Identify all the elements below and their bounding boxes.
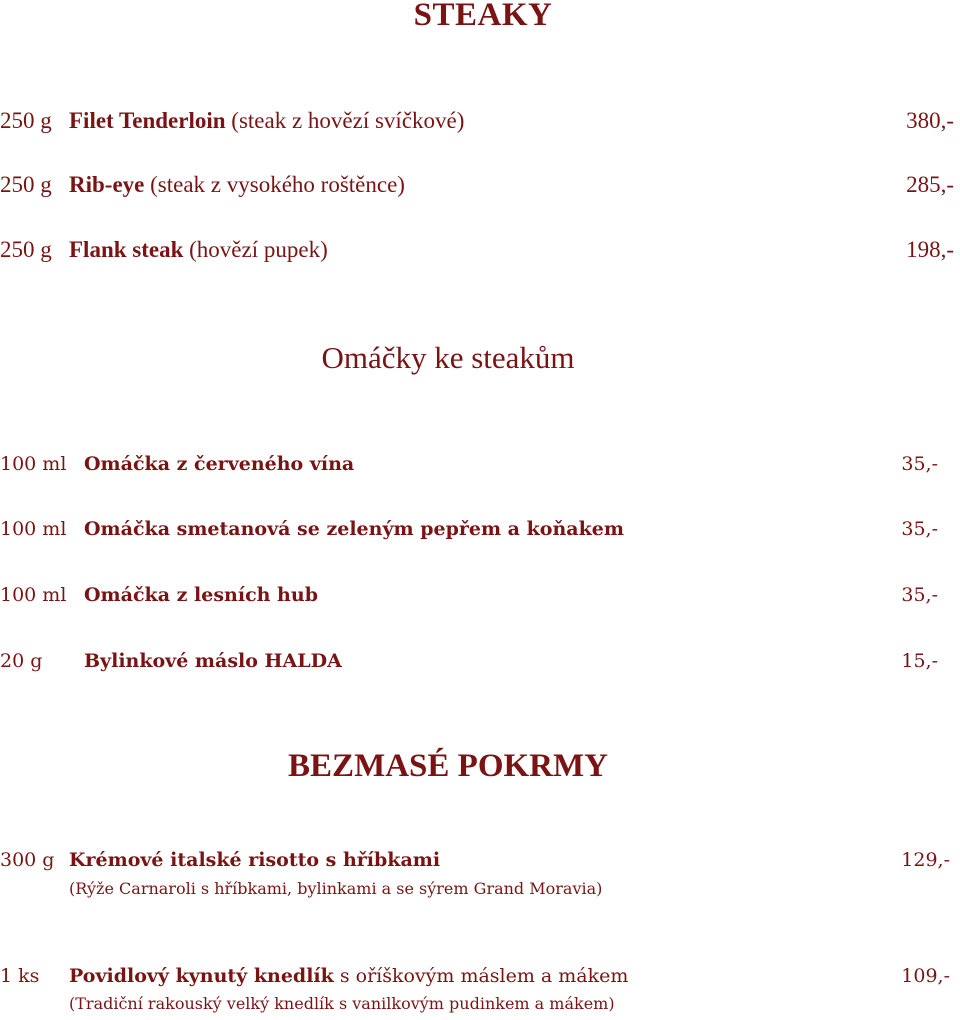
steak-price: 285,- bbox=[906, 172, 954, 197]
dish-name-line bbox=[69, 849, 440, 871]
dish-qty: 1 ks bbox=[0, 965, 40, 987]
sauce-name: Bylinkové máslo HALDA bbox=[84, 650, 342, 672]
steak-name: Rib-eye bbox=[69, 172, 145, 197]
sauce-name: Omáčka smetanová se zeleným pepřem a koňakem bbox=[84, 518, 624, 540]
steak-name-line bbox=[69, 108, 464, 134]
steak-qty: 250 g bbox=[0, 172, 52, 197]
sauce-name: Omáčka z lesních hub bbox=[84, 584, 318, 606]
sauce-qty: 100 ml bbox=[0, 453, 67, 475]
steak-name: Flank steak bbox=[69, 237, 184, 262]
dish-name: Povidlový kynutý knedlík bbox=[69, 965, 334, 987]
steak-price: 198,- bbox=[906, 237, 954, 262]
dish-name-line bbox=[69, 965, 628, 987]
section-title-steaky: STEAKY bbox=[413, 0, 553, 33]
steak-note: (hovězí pupek) bbox=[183, 237, 328, 262]
sauce-qty: 100 ml bbox=[0, 584, 67, 606]
dish-name: Krémové italské risotto s hříbkami bbox=[69, 849, 441, 871]
steak-note: (steak z vysokého roštěnce) bbox=[144, 172, 405, 197]
dish-name-rest: s oříškovým máslem a mákem bbox=[333, 965, 629, 987]
steak-qty: 250 g bbox=[0, 237, 52, 262]
dish-qty: 300 g bbox=[0, 849, 55, 871]
dish-price: 109,- bbox=[901, 965, 950, 987]
sauce-name: Omáčka z červeného vína bbox=[84, 453, 355, 475]
dish-price: 129,- bbox=[901, 849, 950, 871]
dish-description: (Tradiční rakouský velký knedlík s vanilkovým pudinkem a mákem) bbox=[69, 994, 615, 1013]
sauce-price: 35,- bbox=[901, 453, 938, 475]
sauce-qty: 20 g bbox=[0, 650, 43, 672]
steak-name-line bbox=[69, 172, 405, 198]
dish-description: (Rýže Carnaroli s hříbkami, bylinkami a se sýrem Grand Moravia) bbox=[69, 879, 603, 898]
steak-price: 380,- bbox=[906, 108, 954, 133]
steak-name-line bbox=[69, 237, 328, 263]
steak-name: Filet Tenderloin bbox=[69, 108, 226, 133]
steak-note: (steak z hovězí svíčkové) bbox=[225, 108, 465, 133]
section-title-meatless: BEZMASÉ POKRMY bbox=[288, 748, 608, 784]
sauce-price: 35,- bbox=[901, 584, 938, 606]
sauce-price: 35,- bbox=[901, 518, 938, 540]
section-title-sauces: Omáčky ke steakům bbox=[321, 340, 575, 375]
sauce-price: 15,- bbox=[901, 650, 938, 672]
sauce-qty: 100 ml bbox=[0, 518, 67, 540]
steak-qty: 250 g bbox=[0, 108, 52, 133]
